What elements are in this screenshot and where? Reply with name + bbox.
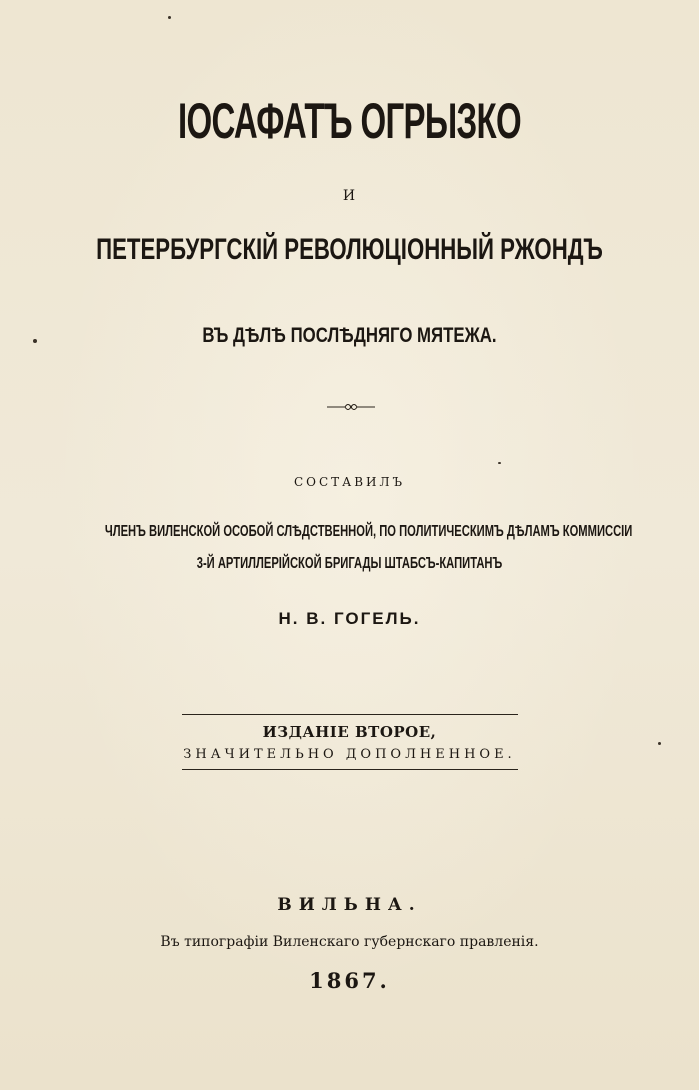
edition-label: ИЗДАНІЕ ВТОРОЕ,: [262, 723, 437, 741]
author-name: Н. В. ГОГЕЛЬ.: [278, 609, 421, 628]
ink-speck: [658, 742, 661, 745]
author-rank-line: 3-Й АРТИЛЛЕРІЙСКОЙ БРИГАДЫ ШТАБСЪ-КАПИТАНЪ: [196, 555, 503, 572]
ink-speck: [168, 16, 171, 19]
author-position-line: ЧЛЕНЪ ВИЛЕНСКОЙ ОСОБОЙ СЛѢДСТВЕННОЙ, ПО ПОЛИТИЧЕСКИМЪ ДѢЛАМЪ КОММИССІИ: [104, 523, 633, 540]
edition-note: ЗНАЧИТЕЛЬНО ДОПОЛНЕННОЕ.: [183, 747, 516, 762]
edition-rule-top: [182, 714, 518, 715]
printer-imprint: Въ типографіи Виленскаго губернскаго правленія.: [160, 934, 539, 950]
book-subtitle: ПЕТЕРБУРГСКІЙ РЕВОЛЮЦІОННЫЙ РЖОНДЪ: [96, 233, 603, 266]
book-title: ІОСАФАТЪ ОГРЫЗКО: [177, 93, 522, 149]
edition-rule-bottom: [182, 769, 518, 770]
ink-speck: [498, 462, 501, 464]
composed-by-label: СОСТАВИЛЪ: [293, 475, 406, 489]
book-subtitle-secondary: ВЪ ДѢЛѢ ПОСЛѢДНЯГО МЯТЕЖА.: [202, 324, 497, 347]
ink-speck: [33, 339, 37, 343]
publication-city: ВИЛЬНА.: [277, 895, 422, 915]
conjunction: И: [342, 188, 357, 204]
ornament-divider: [327, 401, 375, 413]
publication-year: 1867.: [309, 968, 390, 993]
